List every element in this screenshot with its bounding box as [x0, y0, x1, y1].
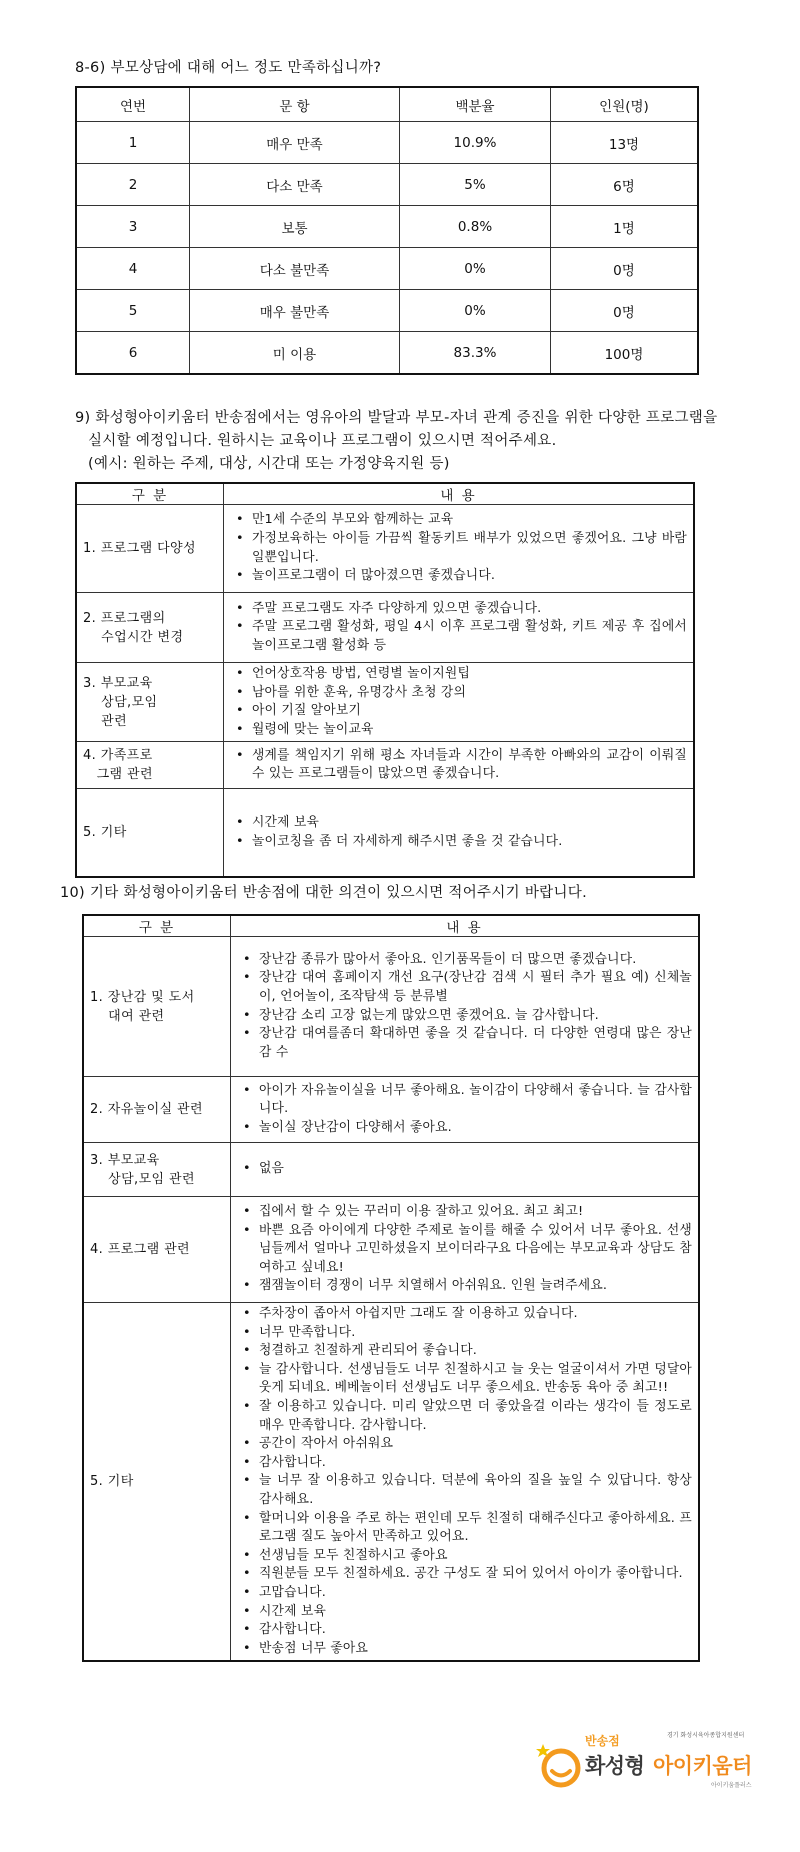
table-row	[76, 290, 698, 332]
table-cell: 1	[76, 122, 190, 164]
content-cell	[224, 505, 695, 593]
table-row	[83, 1303, 699, 1662]
list-item: • 잘 이용하고 있습니다. 미리 알았으면 더 좋았을걸 이라는 생각이 들 정도로 매우 만족합니다. 감사합니다.	[259, 1398, 692, 1435]
content-cell	[231, 1143, 700, 1197]
list-item: • 언어상호작용 방법, 연령별 놀이지원팁	[252, 665, 687, 684]
list-item: • 주말 프로그램 활성화, 평일 4시 이후 프로그램 활성화, 키트 제공 후 집에서 놀이프로그램 활성화 등	[252, 618, 687, 655]
table-row	[76, 248, 698, 290]
bullet-list	[228, 511, 687, 585]
table-cell: 0.8%	[400, 206, 551, 248]
category-cell: 4. 가족프로 그램 관련	[76, 742, 224, 789]
bullet-list	[235, 951, 692, 1063]
table-cell: 0%	[400, 290, 551, 332]
list-item: • 바쁜 요즘 아이에게 다양한 주제로 놀이를 해줄 수 있어서 너무 좋아요. 선생님들께서 얼마나 고민하셨을지 보이더라구요 다음에는 부모교육과 상담도 참여하고 싶네요!	[259, 1222, 692, 1278]
table-cell: 83.3%	[400, 332, 551, 375]
bullet-list	[228, 665, 687, 739]
bullet-list	[235, 1203, 692, 1296]
list-item: • 장난감 종류가 많아서 좋아요. 인기품목들이 더 많으면 좋겠습니다.	[259, 951, 692, 970]
list-item: • 없음	[259, 1160, 692, 1179]
list-item: • 놀이실 장난감이 다양해서 좋아요.	[259, 1119, 692, 1138]
col-header: 내 용	[224, 483, 695, 505]
bullet-list	[228, 600, 687, 656]
list-item: • 감사합니다.	[259, 1454, 692, 1473]
table-row	[83, 1197, 699, 1303]
list-item: • 주말 프로그램도 자주 다양하게 있으면 좋겠습니다.	[252, 600, 687, 619]
category-cell: 2. 프로그램의 수업시간 변경	[76, 593, 224, 663]
program-request-table	[75, 482, 695, 878]
table-row	[76, 164, 698, 206]
logo-small-top: 경기 화성시육아종합지원센터	[667, 1732, 745, 1739]
list-item: • 잼잼놀이터 경쟁이 너무 치열해서 아쉬워요. 인원 늘려주세요.	[259, 1277, 692, 1296]
content-cell	[231, 1303, 700, 1662]
table-cell: 보통	[190, 206, 400, 248]
list-item: • 남아를 위한 훈육, 유명강사 초청 강의	[252, 684, 687, 703]
list-item: • 공간이 작아서 아쉬워요	[259, 1435, 692, 1454]
list-item: • 장난감 대여를좀더 확대하면 좋을 것 같습니다. 더 다양한 연령대 많은 장난감 수	[259, 1025, 692, 1062]
table-cell: 0명	[551, 290, 699, 332]
table-row	[76, 663, 694, 742]
center-logo	[535, 1728, 765, 1798]
list-item: • 아이가 자유놀이실을 너무 좋아해요. 놀이감이 다양해서 좋습니다. 늘 감사합니다.	[259, 1082, 692, 1119]
table-row	[76, 789, 694, 877]
table-cell: 6	[76, 332, 190, 375]
table-cell: 미 이용	[190, 332, 400, 375]
list-item: • 청결하고 친절하게 관리되어 좋습니다.	[259, 1342, 692, 1361]
bullet-list	[228, 814, 687, 851]
satisfaction-table	[75, 86, 699, 375]
table-row	[83, 1143, 699, 1197]
content-cell	[231, 1077, 700, 1143]
list-item: • 늘 너무 잘 이용하고 있습니다. 덕분에 육아의 질을 높일 수 있답니다. 항상 감사해요.	[259, 1472, 692, 1509]
list-item: • 만1세 수준의 부모와 함께하는 교육	[252, 511, 687, 530]
list-item: • 장난감 대여 홈페이지 개선 요구(장난감 검색 시 필터 추가 필요 예) 신체놀이, 언어놀이, 조작탐색 등 분류별	[259, 969, 692, 1006]
category-cell: 1. 프로그램 다양성	[76, 505, 224, 593]
list-item: • 직원분들 모두 친절하세요. 공간 구성도 잘 되어 있어서 아이가 좋아합니다.	[259, 1565, 692, 1584]
table-row	[76, 332, 698, 375]
bullet-list	[235, 1305, 692, 1658]
table-row	[76, 206, 698, 248]
table-cell: 다소 만족	[190, 164, 400, 206]
category-cell: 5. 기타	[76, 789, 224, 877]
col-header: 백분율	[400, 87, 551, 122]
col-header: 구 분	[76, 483, 224, 505]
list-item: • 집에서 할 수 있는 꾸러미 이용 잘하고 있어요. 최고 최고!	[259, 1203, 692, 1222]
col-header: 구 분	[83, 915, 231, 937]
list-item: • 놀이코칭을 좀 더 자세하게 해주시면 좋을 것 같습니다.	[252, 833, 687, 852]
list-item: • 반송점 너무 좋아요	[259, 1640, 692, 1659]
q9-line1: 9) 화성형아이키움터 반송점에서는 영유아의 발달과 부모-자녀 관계 증진을 위한 다양한 프로그램을	[75, 410, 718, 426]
table-cell: 0명	[551, 248, 699, 290]
table-row	[83, 937, 699, 1077]
list-item: • 장난감 소리 고장 없는게 많았으면 좋겠어요. 늘 감사합니다.	[259, 1007, 692, 1026]
table-cell: 0%	[400, 248, 551, 290]
bullet-list	[228, 747, 687, 784]
table-row	[76, 742, 694, 789]
table-cell: 100명	[551, 332, 699, 375]
table-cell: 10.9%	[400, 122, 551, 164]
table-cell: 13명	[551, 122, 699, 164]
q8-title: 8-6) 부모상담에 대해 어느 정도 만족하십니까?	[75, 60, 382, 76]
list-item: • 시간제 보육	[252, 814, 687, 833]
logo-small-bottom: 아이키움플러스	[711, 1782, 752, 1789]
q10-title: 10) 기타 화성형아이키움터 반송점에 대한 의견이 있으시면 적어주시기 바랍니다.	[60, 885, 588, 901]
col-header: 문 항	[190, 87, 400, 122]
logo-main-a: 화성형	[585, 1754, 645, 1778]
list-item: • 주차장이 좁아서 아쉽지만 그래도 잘 이용하고 있습니다.	[259, 1305, 692, 1324]
table-row	[83, 1077, 699, 1143]
content-cell	[224, 593, 695, 663]
q9-example: (예시: 원하는 주제, 대상, 시간대 또는 가정양육지원 등)	[88, 456, 450, 472]
content-cell	[231, 937, 700, 1077]
content-cell	[231, 1197, 700, 1303]
table-cell: 4	[76, 248, 190, 290]
list-item: • 아이 기질 알아보기	[252, 702, 687, 721]
list-item: • 늘 감사합니다. 선생님들도 너무 친절하시고 늘 웃는 얼굴이셔서 가면 덩달아 웃게 되네요. 베베놀이터 선생님도 너무 좋으세요. 반송동 육아 중 최고!!	[259, 1361, 692, 1398]
table-cell: 매우 불만족	[190, 290, 400, 332]
q9-line2: 실시할 예정입니다. 원하시는 교육이나 프로그램이 있으시면 적어주세요.	[88, 433, 557, 449]
category-cell: 1. 장난감 및 도서 대여 관련	[83, 937, 231, 1077]
table-cell: 1명	[551, 206, 699, 248]
table-row	[76, 593, 694, 663]
logo-main-b: 아이키움터	[653, 1754, 752, 1778]
category-cell: 4. 프로그램 관련	[83, 1197, 231, 1303]
category-cell: 3. 부모교육 상담,모임 관련	[76, 663, 224, 742]
list-item: • 선생님들 모두 친절하시고 좋아요	[259, 1547, 692, 1566]
content-cell	[224, 742, 695, 789]
table-cell: 5%	[400, 164, 551, 206]
table-cell: 다소 불만족	[190, 248, 400, 290]
list-item: • 감사합니다.	[259, 1621, 692, 1640]
bullet-list	[235, 1082, 692, 1138]
col-header: 연번	[76, 87, 190, 122]
logo-sub: 반송점	[585, 1734, 620, 1748]
list-item: • 너무 만족합니다.	[259, 1324, 692, 1343]
list-item: • 월령에 맞는 놀이교육	[252, 721, 687, 740]
list-item: • 고맙습니다.	[259, 1584, 692, 1603]
table-cell: 3	[76, 206, 190, 248]
table-row	[76, 505, 694, 593]
content-cell	[224, 789, 695, 877]
list-item: • 할머니와 이용을 주로 하는 편인데 모두 친절히 대해주신다고 좋아하세요. 프로그램 질도 높아서 만족하고 있어요.	[259, 1510, 692, 1547]
list-item: • 시간제 보육	[259, 1603, 692, 1622]
col-header: 인원(명)	[551, 87, 699, 122]
table-cell: 2	[76, 164, 190, 206]
table-cell: 6명	[551, 164, 699, 206]
table-row	[76, 122, 698, 164]
bullet-list	[235, 1160, 692, 1179]
opinion-table	[82, 914, 700, 1662]
list-item: • 생계를 책임지기 위해 평소 자녀들과 시간이 부족한 아빠와의 교감이 이뤄질수 있는 프로그램들이 많았으면 좋겠습니다.	[252, 747, 687, 784]
table-cell: 5	[76, 290, 190, 332]
list-item: • 놀이프로그램이 더 많아졌으면 좋겠습니다.	[252, 567, 687, 586]
category-cell: 2. 자유놀이실 관련	[83, 1077, 231, 1143]
table-cell: 매우 만족	[190, 122, 400, 164]
content-cell	[224, 663, 695, 742]
category-cell: 3. 부모교육 상담,모임 관련	[83, 1143, 231, 1197]
col-header: 내 용	[231, 915, 700, 937]
category-cell: 5. 기타	[83, 1303, 231, 1662]
list-item: • 가정보육하는 아이들 가끔씩 활동키트 배부가 있었으면 좋겠어요. 그냥 바람일뿐입니다.	[252, 530, 687, 567]
